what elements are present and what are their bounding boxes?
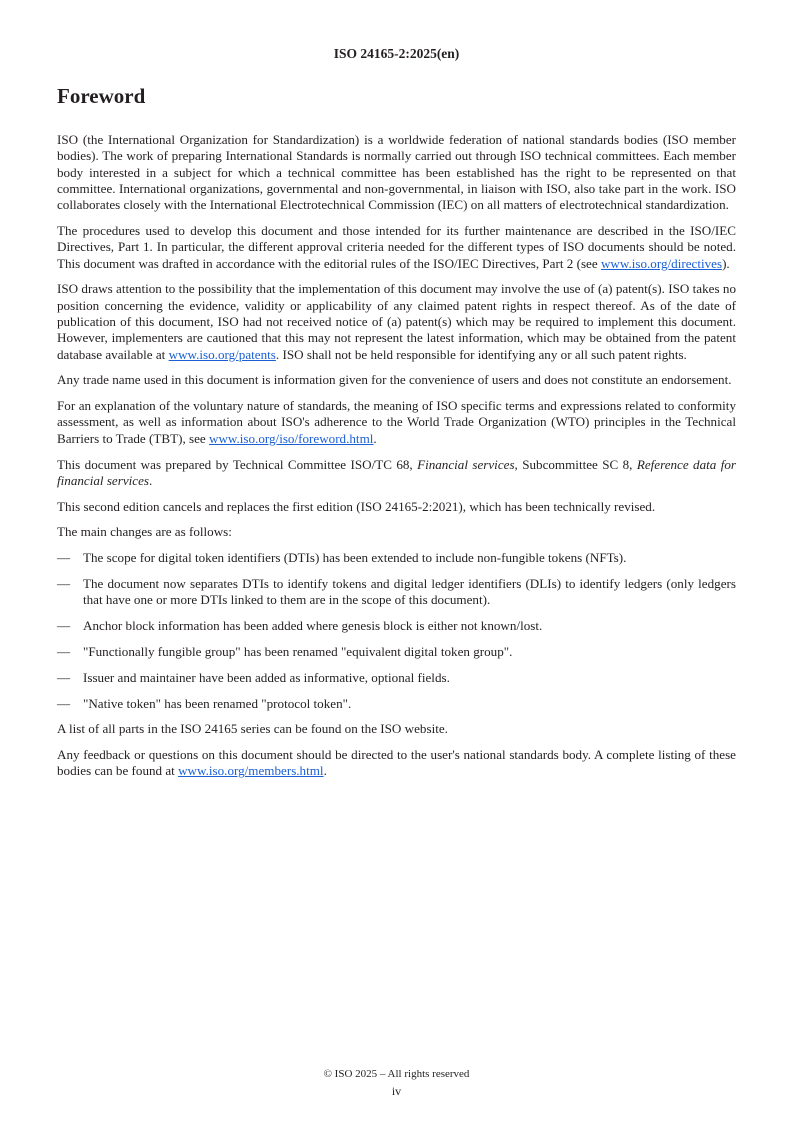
- list-item-text: The document now separates DTIs to identify tokens and digital ledger identifiers (DLIs) to identify ledgers (only ledgers that have one or more DTIs linked to them are in the scope of this document).: [83, 576, 736, 608]
- text: . ISO shall not be held responsible for identifying any or all such patent rights.: [275, 346, 687, 362]
- list-item-text: "Functionally fungible group" has been renamed "equivalent digital token group".: [83, 643, 513, 659]
- dash-bullet: —: [57, 695, 71, 711]
- changes-list: [57, 550, 736, 712]
- dash-bullet: —: [57, 618, 71, 634]
- dash-bullet: —: [57, 669, 71, 685]
- list-item: [57, 576, 736, 609]
- dash-bullet: —: [57, 550, 71, 566]
- subcommittee-name: Reference data for financial services: [57, 456, 736, 488]
- list-item-text: "Native token" has been renamed "protocol token".: [83, 695, 352, 711]
- foreword-section: [57, 82, 736, 789]
- list-item: [57, 550, 736, 566]
- text: .: [149, 472, 153, 488]
- list-item-text: Issuer and maintainer have been added as informative, optional fields.: [83, 669, 450, 685]
- list-item: [57, 644, 736, 660]
- paragraph-voluntary-nature: [57, 398, 736, 447]
- text: For an explanation of the voluntary nature of standards, the meaning of ISO specific terms and expressions related to conformity assessment, as well as information about ISO's adherence to the World Trade Organization (WTO) principles in the Technical Barriers to Trade (TBT), see: [57, 398, 736, 446]
- list-item: [57, 618, 736, 634]
- text: The procedures used to develop this document and those intended for its further maintenance are described in the ISO/IEC Directives, Part 1. In particular, the different approval criteria needed for the different types of ISO documents should be noted. This document was drafted in accordance with the editorial rules of the ISO/IEC Directives, Part 2 (see: [57, 222, 736, 271]
- members-link[interactable]: www.iso.org/members.html: [178, 763, 324, 779]
- paragraph-committee: [57, 457, 736, 490]
- copyright-notice: © ISO 2025 – All rights reserved: [323, 1068, 470, 1080]
- paragraph-edition: This second edition cancels and replaces the first edition (ISO 24165-2:2021), which has been technically revised.: [57, 498, 656, 514]
- text: .: [323, 763, 327, 779]
- list-item-text: The scope for digital token identifiers (DTIs) has been extended to include non-fungible tokens (NFTs).: [83, 550, 627, 566]
- text: ).: [722, 255, 730, 271]
- section-title: Foreword: [57, 84, 146, 108]
- paragraph-iso-intro: ISO (the International Organization for Standardization) is a worldwide federation of national standards bodies (ISO member bodies). The work of preparing International Standards is normally carried out through ISO technical committees. Each member body interested in a subject for which a technical committee has been established has the right to be represented on that committee. International organizations, governmental and non-governmental, in liaison with ISO, also take part in the work. ISO collaborates closely with the International Electrotechnical Commission (IEC) on all matters of electrotechnical standardization.: [57, 132, 736, 213]
- paragraph-series-list: A list of all parts in the ISO 24165 series can be found on the ISO website.: [57, 721, 448, 737]
- directives-link[interactable]: www.iso.org/directives: [600, 255, 723, 271]
- list-item: [57, 670, 736, 686]
- text: ISO draws attention to the possibility that the implementation of this document may involve the use of (a) patent(s). ISO takes no position concerning the evidence, validity or applicability of any claimed patent rights in respect thereof. As of the date of publication of this document, ISO had not received notice of (a) patent(s) which may be required to implement this document. However, implementers are cautioned that this may not represent the latest information, which may be obtained from the patent database available at: [57, 281, 736, 362]
- list-item: [57, 696, 736, 712]
- dash-bullet: —: [57, 643, 71, 659]
- text: , Subcommittee SC 8,: [514, 456, 637, 472]
- foreword-link[interactable]: www.iso.org/iso/foreword.html: [209, 430, 374, 446]
- list-item-text: Anchor block information has been added where genesis block is either not known/lost.: [83, 618, 543, 634]
- paragraph-changes-intro: The main changes are as follows:: [57, 524, 232, 540]
- paragraph-trade-name: Any trade name used in this document is information given for the convenience of users and does not constitute an endorsement.: [57, 372, 732, 388]
- text: Any feedback or questions on this document should be directed to the user's national standards body. A complete listing of these bodies can be found at: [57, 747, 736, 779]
- committee-name: Financial services: [417, 456, 515, 472]
- paragraph-procedures: [57, 223, 736, 272]
- dash-bullet: —: [57, 576, 71, 592]
- text: .: [373, 430, 377, 446]
- document-id-header: ISO 24165-2:2025(en): [333, 46, 460, 61]
- patents-link[interactable]: www.iso.org/patents: [168, 346, 276, 362]
- page-footer: [0, 1066, 793, 1100]
- text: This document was prepared by Technical Committee ISO/TC 68,: [57, 456, 418, 472]
- paragraph-patents: [57, 281, 736, 362]
- paragraph-feedback: [57, 747, 736, 780]
- page-number: iv: [391, 1084, 402, 1098]
